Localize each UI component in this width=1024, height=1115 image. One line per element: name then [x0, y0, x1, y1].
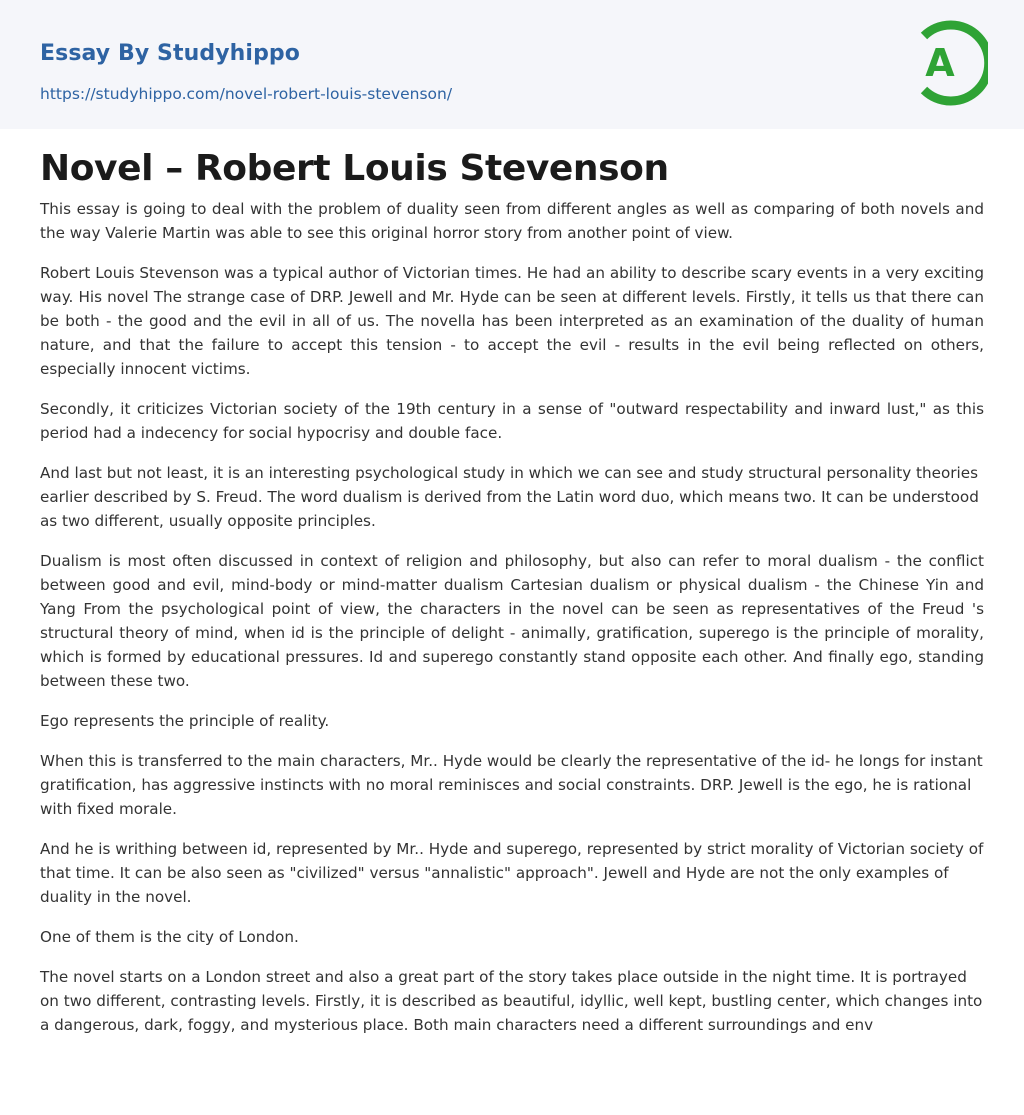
- article-paragraph: When this is transferred to the main characters, Mr.. Hyde would be clearly the representative of the id- he longs for instant gratification, has aggressive instincts with no moral reminisces and social constraints. DRP. Jewell is the ego, he is rational with fixed morale.: [40, 752, 983, 818]
- site-header: [0, 0, 1024, 129]
- article-paragraph: This essay is going to deal with the problem of duality seen from different angles as well as comparing of both novels and the way Valerie Martin was able to see this original horror story from another point of view.: [40, 200, 984, 242]
- studyhippo-logo-icon[interactable]: [898, 18, 988, 108]
- logo-letter: A: [925, 41, 955, 85]
- article-paragraph: The novel starts on a London street and also a great part of the story takes place outside in the night time. It is portrayed on two different, contrasting levels. Firstly, it is described as beautiful, idyllic, well kept, bustling center, which changes into a dangerous, dark, foggy, and mysterious place. Both main characters need a different surroundings and env: [40, 968, 983, 1034]
- article-body: [40, 129, 984, 1053]
- article-paragraph: Ego represents the principle of reality.: [40, 712, 330, 730]
- article-paragraph: Dualism is most often discussed in context of religion and philosophy, but also can refer to moral dualism - the conflict between good and evil, mind-body or mind-matter dualism Cartesian dualism or physical dualism - the Chinese Yin and Yang From the psychological point of view, the characters in the novel can be seen as representatives of the Freud 's structural theory of mind, when id is the principle of delight - animally, gratification, superego is the principle of morality, which is formed by educational pressures. Id and superego constantly stand opposite each other. And finally ego, standing between these two.: [40, 552, 984, 690]
- article-paragraph: One of them is the city of London.: [40, 928, 299, 946]
- article-paragraph: And last but not least, it is an interesting psychological study in which we can see and study structural personality theories earlier described by S. Freud. The word dualism is derived from the Latin word duo, which means two. It can be understood as two different, usually opposite principles.: [40, 464, 979, 530]
- article-title: Novel – Robert Louis Stevenson: [40, 148, 669, 189]
- article-paragraph: Robert Louis Stevenson was a typical author of Victorian times. He had an ability to describe scary events in a very exciting way. His novel The strange case of DRP. Jewell and Mr. Hyde can be seen at different levels. Firstly, it tells us that there can be both - the good and the evil in all of us. The novella has been interpreted as an examination of the duality of human nature, and that the failure to accept this tension - to accept the evil - results in the evil being reflected on others, especially innocent victims.: [40, 264, 984, 378]
- site-brand[interactable]: Essay By Studyhippo: [40, 41, 300, 66]
- article-url-link[interactable]: https://studyhippo.com/novel-robert-louis-stevenson/: [40, 85, 453, 103]
- article-paragraph: And he is writhing between id, represented by Mr.. Hyde and superego, represented by strict morality of Victorian society of that time. It can be also seen as "civilized" versus "annalistic" approach". Jewell and Hyde are not the only examples of duality in the novel.: [40, 840, 984, 906]
- article-paragraph: Secondly, it criticizes Victorian society of the 19th century in a sense of "outward respectability and inward lust," as this period had a indecency for social hypocrisy and double face.: [40, 400, 984, 442]
